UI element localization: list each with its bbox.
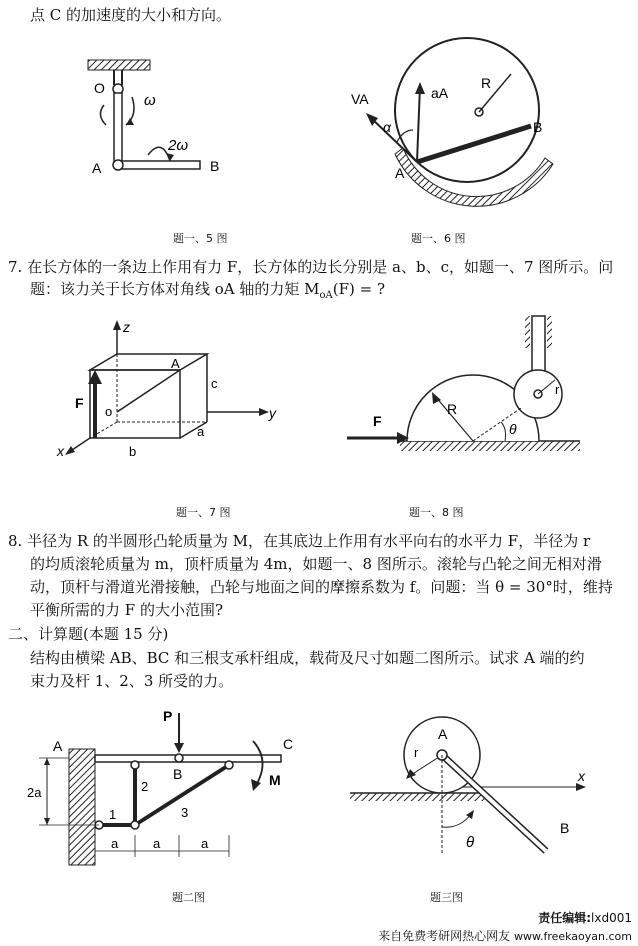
q7-line2-text: 题：该力关于长方体对角线 oA 轴的力矩 M [30, 280, 320, 298]
fig5-label-B: B [210, 158, 220, 174]
wall-hatch [69, 749, 95, 865]
q7-line2-sub: oA [319, 290, 333, 301]
fig2-label-P: P [163, 708, 173, 724]
fig5-label-2omega: 2ω [168, 137, 189, 154]
fig7-caption: 题一、7 图 [176, 506, 231, 519]
footer-editor-label: 责任编辑: [538, 911, 592, 925]
q8-line2: 的均质滚轮质量为 m，顶杆质量为 4m，如题一、8 图所示。滚轮与凸轮之间无相对滑 [30, 555, 602, 573]
beam-ABC [95, 755, 281, 762]
q7-line1: 7. 在长方体的一条边上作用有力 F，长方体的边长分别是 a、b、c，如题一、7 图所示。问 [8, 258, 614, 276]
fig2-label-a2: a [153, 836, 161, 851]
fig2-label-C: C [283, 736, 294, 752]
fig2-label-B: B [173, 766, 183, 782]
fig3-label-A: A [438, 726, 448, 742]
footer-site[interactable]: www.freekaoyan.com [513, 930, 632, 943]
fig8-label-theta: θ [509, 421, 517, 437]
fig2-label-A: A [53, 738, 63, 754]
fig7-label-F: F [75, 395, 84, 411]
fig7-label-c: c [211, 376, 218, 391]
section2-line1: 结构由横梁 AB、BC 和三根支承杆组成，载荷及尺寸如题二图所示。试求 A 端的约 [30, 649, 585, 667]
figure-two [25, 705, 315, 865]
fig2-caption: 题二图 [172, 891, 205, 904]
fig2-label-2: 2 [141, 779, 149, 794]
q8-line3: 动，顶杆与滑道光滑接触，凸轮与地面之间的摩擦系数为 f。问题：当 θ = 30°时，维持 [30, 578, 613, 596]
footer-editor-name: lxd001 [591, 911, 632, 925]
fig5-label-O: O [94, 80, 105, 96]
figure-1-6 [345, 38, 565, 203]
figure-three [348, 715, 598, 865]
diagonal-oA [117, 370, 180, 412]
circular-track-hatch [395, 148, 553, 206]
fig7-label-z: z [123, 319, 130, 335]
fig2-label-a3: a [201, 836, 209, 851]
footer-source-text: 来自免费考研网热心网友 [378, 929, 511, 943]
fixed-support-hatch [88, 60, 150, 70]
fig8-label-r: r [555, 382, 560, 397]
fig2-label-3: 3 [181, 805, 189, 820]
fig8-label-F: F [373, 413, 382, 429]
VA-arrow [369, 116, 417, 162]
hinge-B [175, 754, 183, 762]
aA-arrow [417, 86, 420, 162]
fig2-label-a1: a [111, 836, 119, 851]
section2-heading: 二、计算题(本题 15 分) [8, 625, 169, 643]
ground-hatch [400, 441, 580, 451]
q8-line1: 8. 半径为 R 的半圆形凸轮质量为 M，在其底边上作用有水平向右的水平力 F，半径为 r [8, 532, 591, 550]
guide-left [525, 316, 530, 348]
fig2-label-M: M [269, 772, 281, 788]
fig7-label-x: x [57, 443, 64, 459]
figure-1-5 [80, 55, 250, 190]
joint-A [113, 160, 123, 170]
guide-right [547, 316, 552, 348]
fig3-label-x: x [578, 768, 585, 784]
fig3-label-theta: θ [466, 834, 475, 851]
figure-1-7 [55, 318, 285, 478]
fig3-label-r: r [414, 745, 419, 760]
fig3-caption: 题三图 [430, 891, 463, 904]
rod-AB-disk [417, 126, 531, 162]
fig6-label-R: R [481, 75, 492, 91]
fig7-label-a: a [197, 424, 205, 439]
fig3-label-B: B [560, 820, 570, 836]
fig8-label-R: R [447, 401, 458, 417]
fig2-label-2a: 2a [27, 785, 42, 800]
top-line: 点 C 的加速度的大小和方向。 [30, 6, 232, 24]
fig8-caption: 题一、8 图 [409, 506, 464, 519]
fig7-label-A: A [171, 356, 180, 371]
footer-editor [538, 909, 632, 926]
rod-OA [114, 93, 122, 165]
moment-M [253, 741, 263, 787]
fig5-label-omega: ω [144, 92, 156, 109]
ground-hatch-3 [350, 793, 486, 801]
fig5-caption: 题一、5 图 [173, 232, 228, 245]
fig6-label-A: A [395, 165, 405, 181]
fig6-label-B: B [533, 119, 543, 135]
q7-line2-end: (F) = ? [332, 280, 386, 298]
fig7-label-b: b [129, 444, 137, 459]
fig7-label-o: o [105, 404, 113, 419]
fig6-caption: 题一、6 图 [411, 232, 466, 245]
fig7-label-y: y [269, 405, 276, 421]
fig6-label-VA: VA [351, 91, 369, 107]
fig6-label-alpha: α [383, 119, 391, 135]
fig6-label-aA: aA [431, 85, 449, 101]
figure-1-8 [345, 316, 590, 461]
q7-line2 [30, 278, 385, 307]
q8-line4: 平衡所需的力 F 的大小范围? [30, 601, 223, 619]
fig5-label-A: A [92, 160, 102, 176]
footer-source [378, 927, 632, 944]
fig2-label-1: 1 [109, 807, 117, 822]
section2-line2: 束力及杆 1、2、3 所受的力。 [30, 672, 234, 690]
rod-AB [120, 161, 200, 169]
